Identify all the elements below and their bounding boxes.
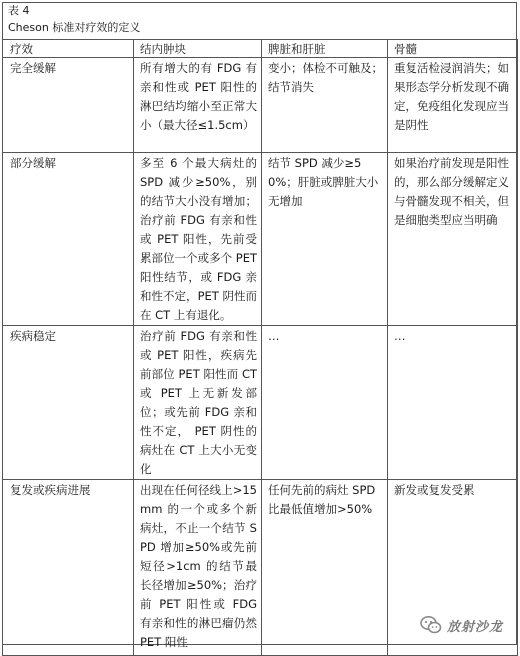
cell-nodal: 所有增大的有 FDG 有亲和性或 PET 阳性的淋巴结均缩小至正常大小（最大径≤1.5cm） [134, 58, 262, 153]
cell-marrow: 如果治疗前发现是阳性的，那么部分缓解定义与骨髓发现不相关，但是细胞类型应当明确 [388, 153, 518, 326]
cell-response: 部分缓解 [3, 153, 134, 326]
header-response: 疗效 [3, 40, 134, 58]
header-bone-marrow: 骨髓 [388, 40, 518, 58]
header-nodal-mass: 结内肿块 [134, 40, 262, 58]
watermark [420, 614, 503, 636]
response-criteria-table [2, 39, 518, 656]
cell-nodal: 治疗前 FDG 有亲和性或 PET 阳性，疾病先前部位 PET 阳性而 CT 或 PET 上无新发部位；或先前 FDG 亲和性不定， PET 阴性的病灶在 CT 上大小无变化 [134, 326, 262, 480]
table-row [3, 153, 518, 326]
header-spleen-liver: 脾脏和肝脏 [262, 40, 388, 58]
cell-marrow: 新发或复发受累 [388, 480, 518, 656]
cell-nodal: 多至 6 个最大病灶的 SPD 减少≥50%，别的结节大小没有增加；治疗前 FDG 有亲和性或 PET 阳性，先前受累部位一个或多个 PET 阳性结节，或 FDG 亲和性不定，PET 阴性而在 CT 上有退化。 [134, 153, 262, 326]
cell-marrow: 重复活检浸润消失；如果形态学分析发现不确定，免疫组化发现应当是阴性 [388, 58, 518, 153]
table-header-row [3, 40, 518, 58]
cell-nodal: 出现在任何径线上>15mm 的一个或多个新病灶，不止一个结节 SPD 增加≥50%或先前短径>1cm 的结节最长径增加≥50%；治疗前 PET 阳性或 FDG 有亲和性的淋巴瘤仍然 PET 阳性 [134, 480, 262, 656]
cell-marrow: … [388, 326, 518, 480]
table-row [3, 326, 518, 480]
cell-response: 复发或疾病进展 [3, 480, 134, 656]
watermark-text: 放射沙龙 [447, 619, 504, 635]
cell-spleen-liver: 任何先前的病灶 SPD 比最低值增加>50% [262, 480, 388, 656]
wechat-logo-icon [420, 615, 442, 635]
cell-spleen-liver: 结节 SPD 减少≥50%；肝脏或脾脏大小无增加 [262, 153, 388, 326]
table-number: 表 4 [8, 4, 30, 17]
cell-response: 疾病稳定 [3, 326, 134, 480]
table-row [3, 58, 518, 153]
table-title: Cheson 标准对疗效的定义 [8, 21, 141, 34]
cell-spleen-liver: 变小；体检不可触及；结节消失 [262, 58, 388, 153]
cell-spleen-liver: … [262, 326, 388, 480]
cell-response: 完全缓解 [3, 58, 134, 153]
